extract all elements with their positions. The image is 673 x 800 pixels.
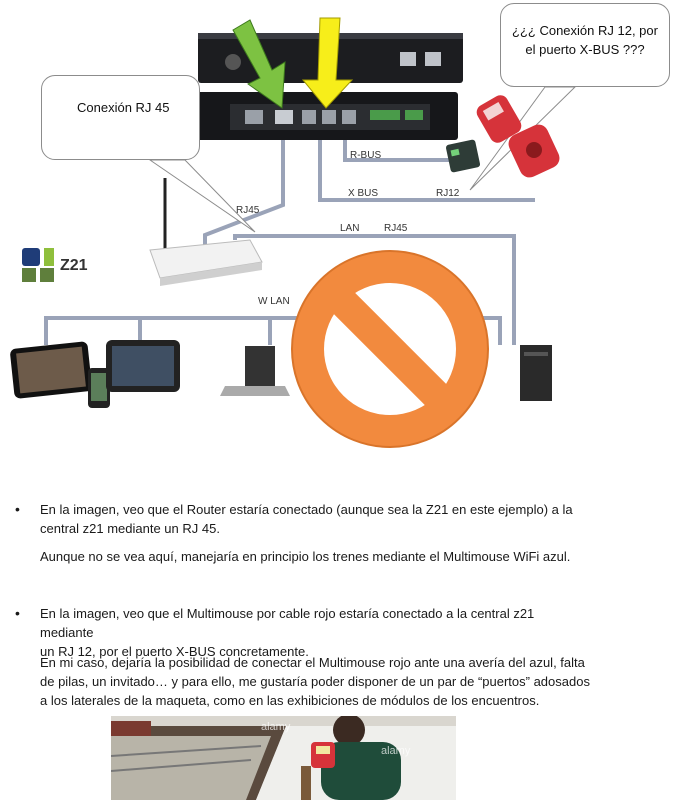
bullet-text-line: un RJ 12, por el puerto X-BUS concretamente.: [40, 644, 309, 659]
bullet-dot: •: [15, 501, 20, 517]
callout-rj12-line1: ¿¿¿ Conexión RJ 12, por: [512, 23, 658, 38]
label-xbus: X BUS: [348, 188, 379, 199]
paragraph-line: de pilas, un invitado… y para ello, me gustaría poder disponer de un par de “puertos” adosados: [40, 674, 590, 689]
watermark: alamy: [261, 721, 291, 733]
callout-rj12-line2: el puerto X-BUS ???: [525, 42, 645, 57]
z21-logo-text: Z21: [60, 257, 88, 274]
bullet-text-line: En la imagen, veo que el Multimouse por cable rojo estaría conectado a la central z21 mediante: [40, 606, 535, 640]
watermark: alamy: [381, 745, 411, 757]
label-wlan: W LAN: [258, 296, 290, 307]
bullet-item-router-text: [40, 500, 585, 538]
callout-rj45: [41, 75, 200, 160]
callout-rj45-text: Conexión RJ 45: [77, 100, 170, 115]
bullet-item-router: [15, 500, 585, 538]
paragraph-line: a los laterales de la maqueta, como en las exhibiciones de módulos de los encuentros.: [40, 693, 540, 708]
rbus-module: [445, 139, 480, 173]
layout-photo: [111, 716, 456, 800]
bullet-dot: •: [15, 605, 20, 621]
paragraph-wifi-note: Aunque no se vea aquí, manejaría en principio los trenes mediante el Multimouse WiFi azul.: [40, 549, 571, 564]
tablet-large: [10, 341, 93, 399]
tablet-small: [106, 340, 180, 392]
label-rj45-top: RJ45: [236, 205, 260, 216]
bullet-text-line: En la imagen, veo que el Router estaría conectado (aunque sea la Z21 en este ejemplo) a la: [40, 502, 573, 517]
prohibition-sign: [292, 251, 488, 447]
label-rj12: RJ12: [436, 188, 460, 199]
label-rj45-mid: RJ45: [384, 223, 408, 234]
desktop-pc: [520, 345, 552, 401]
label-rbus: R-BUS: [350, 150, 382, 161]
z21-app-icons: [22, 248, 88, 282]
callout-rj12: [500, 3, 670, 87]
paragraph-backup-note: [40, 653, 600, 710]
bullet-text-line: central z21 mediante un RJ 45.: [40, 521, 220, 536]
laptop-1: [220, 346, 290, 396]
label-lan: LAN: [340, 223, 360, 234]
paragraph-line: En mi caso, dejaría la posibilidad de conectar el Multimouse rojo ante una avería del azul, falta: [40, 655, 585, 670]
